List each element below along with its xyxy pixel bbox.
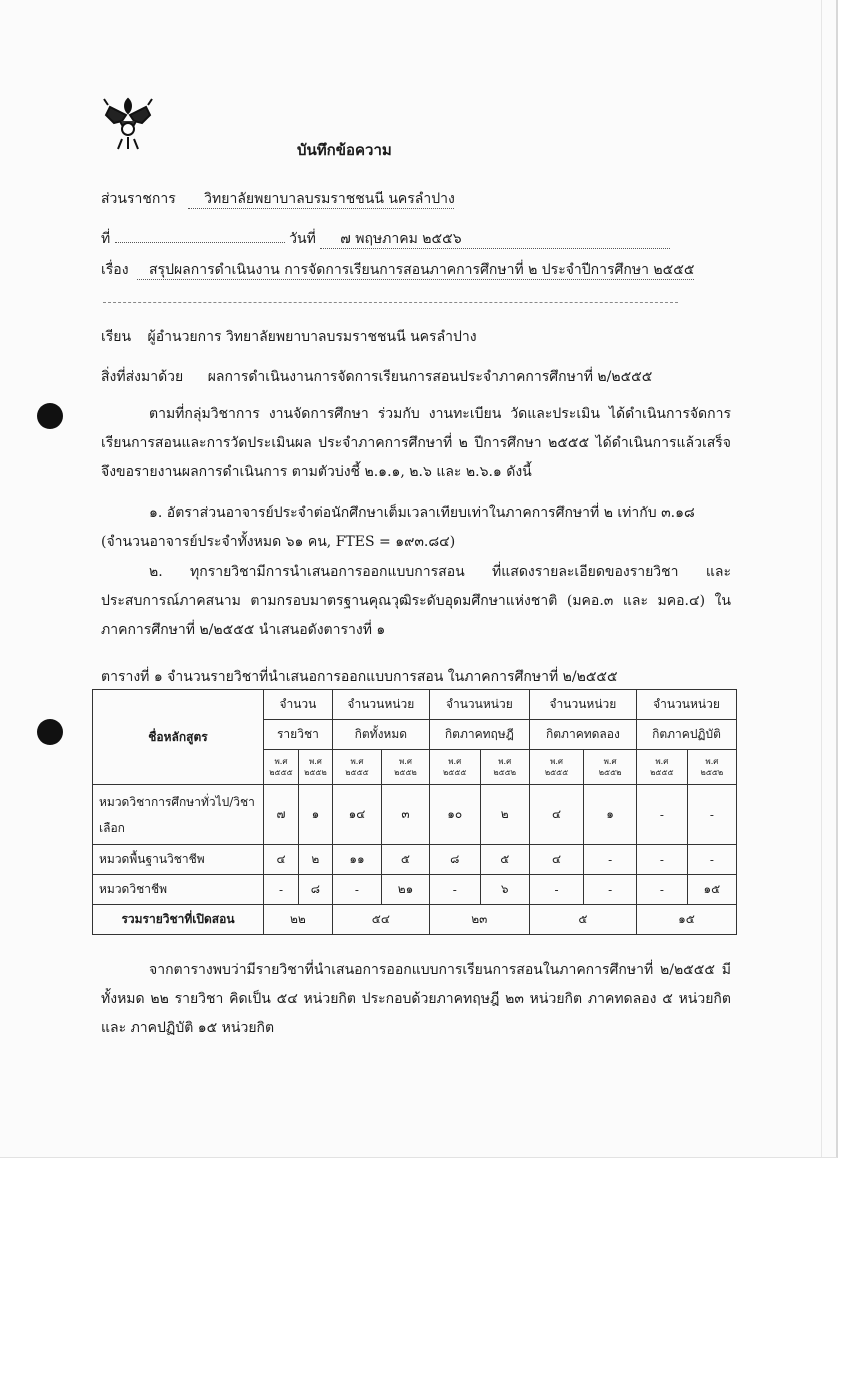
table-cell: ๔ [529, 785, 583, 845]
table-cell: ๓ [382, 785, 430, 845]
table-header-group: จำนวนหน่วย [636, 690, 736, 720]
reference-value [115, 226, 285, 243]
table-cell: ๔ [264, 845, 299, 875]
table-header-subgroup: กิตภาคทดลอง [529, 720, 636, 750]
table-cell: ๒๑ [382, 875, 430, 905]
department-label: ส่วนราชการ [101, 191, 176, 207]
year-header: พ.ศ ๒๕๕๒ [298, 750, 332, 785]
table-cell: - [636, 785, 687, 845]
total-label: รวมรายวิชาที่เปิดสอน [93, 905, 264, 935]
table-cell: - [529, 875, 583, 905]
date-label: วันที่ [289, 231, 316, 247]
table-cell: ๕ [382, 845, 430, 875]
table-cell: ๒ [480, 785, 529, 845]
year-header: พ.ศ ๒๕๕๕ [332, 750, 381, 785]
body-ratio-detail: (จำนวนอาจารย์ประจำทั้งหมด ๖๑ คน, FTES = ๑๙๓.๘๔) [101, 534, 456, 550]
punch-hole [37, 719, 63, 745]
table-cell: ๖ [480, 875, 529, 905]
table-cell: ๑๐ [429, 785, 480, 845]
table-cell: - [636, 875, 687, 905]
memo-title: บันทึกข้อความ [297, 141, 392, 159]
year-header: พ.ศ ๒๕๕๒ [584, 750, 637, 785]
table-header-group: จำนวนหน่วย [529, 690, 636, 720]
table-header-group: จำนวนหน่วย [429, 690, 529, 720]
table-cell: ๕ [480, 845, 529, 875]
year-header: พ.ศ ๒๕๕๕ [429, 750, 480, 785]
subject-label: เรื่อง [101, 262, 129, 278]
reference-label: ที่ [101, 231, 111, 247]
conclusion-paragraph: จากตารางพบว่ามีรายวิชาที่นำเสนอการออกแบบการเรียนการสอนในภาคการศึกษาที่ ๒/๒๕๕๕ มีทั้งหมด ๒๒ รายวิชา คิดเป็น ๕๔ หน่วยกิต ประกอบด้วยภาคทฤษฎี ๒๓ หน่วยกิต ภาคทดลอง ๕ หน่วยกิต และ ภาคปฏิบัติ ๑๕ หน่วยกิต [101, 962, 731, 1036]
garuda-emblem-icon [100, 93, 156, 153]
table-header-program: ชื่อหลักสูตร [93, 690, 264, 785]
reference-date-line [101, 226, 670, 249]
table-header-subgroup: กิตทั้งหมด [332, 720, 429, 750]
year-header: พ.ศ ๒๕๕๒ [687, 750, 736, 785]
to-value: ผู้อำนวยการ วิทยาลัยพยาบาลบรมราชชนนี นครลำปาง [147, 329, 477, 345]
table-row [93, 785, 737, 845]
department-value: วิทยาลัยพยาบาลบรมราชชนนี นครลำปาง [188, 190, 454, 209]
table-cell: ๑๔ [332, 785, 381, 845]
to-label: เรียน [101, 329, 132, 345]
year-header: พ.ศ ๒๕๕๕ [529, 750, 583, 785]
total-cell: ๒๓ [429, 905, 529, 935]
table-caption: ตารางที่ ๑ จำนวนรายวิชาที่นำเสนอการออกแบบการสอน ในภาคการศึกษาที่ ๒/๒๕๕๕ [101, 669, 618, 685]
table-header-subgroup: กิตภาคทฤษฎี [429, 720, 529, 750]
enclosure-value: ผลการดำเนินงานการจัดการเรียนการสอนประจำภาคการศึกษาที่ ๒/๒๕๕๕ [207, 369, 653, 385]
body-paragraph-3: ๒. ทุกรายวิชามีการนำเสนอการออกแบบการสอน ที่แสดงรายละเอียดของรายวิชา และประสบการณ์ภาคสนาม ตามกรอบมาตรฐานคุณวุฒิระดับอุดมศึกษาแห่งชาติ (มคอ.๓ และ มคอ.๔) ในภาคการศึกษาที่ ๒/๒๕๕๕ นำเสนอดังตารางที่ ๑ [101, 564, 731, 638]
table-cell: - [687, 845, 736, 875]
table-total-row [93, 905, 737, 935]
table-cell: ๑ [298, 785, 332, 845]
table-cell: - [636, 845, 687, 875]
table-cell: - [584, 875, 637, 905]
total-cell: ๒๒ [264, 905, 333, 935]
department-line [101, 190, 454, 209]
table-cell: ๘ [298, 875, 332, 905]
table-cell: - [332, 875, 381, 905]
table-cell: ๑๕ [687, 875, 736, 905]
year-header: พ.ศ ๒๕๕๒ [382, 750, 430, 785]
row-name: หมวดวิชาการศึกษาทั่วไป/วิชาเลือก [93, 785, 264, 845]
to-line [101, 328, 477, 346]
table-cell: - [264, 875, 299, 905]
total-cell: ๕ [529, 905, 636, 935]
table-cell: - [429, 875, 480, 905]
year-header: พ.ศ ๒๕๕๕ [264, 750, 299, 785]
body-paragraph-1: ตามที่กลุ่มวิชาการ งานจัดการศึกษา ร่วมกับ งานทะเบียน วัดและประเมิน ได้ดำเนินการจัดการเรียนการสอนและการวัดประเมินผล ประจำภาคการศึกษาที่ ๒ ปีการศึกษา ๒๕๕๕ ได้ดำเนินการแล้วเสร็จ จึงขอรายงานผลการดำเนินการ ตามตัวบ่งชี้ ๒.๑.๑, ๒.๖ และ ๒.๖.๑ ดังนี้ [101, 406, 731, 480]
enclosure-line [101, 368, 652, 386]
table-row [93, 875, 737, 905]
total-cell: ๕๔ [332, 905, 429, 935]
enclosure-label: สิ่งที่ส่งมาด้วย [101, 369, 184, 385]
table-cell: - [584, 845, 637, 875]
table-header-subgroup: รายวิชา [264, 720, 333, 750]
table-row [93, 845, 737, 875]
table-cell: ๑๑ [332, 845, 381, 875]
table-cell: - [687, 785, 736, 845]
body-ratio-line: ๑. อัตราส่วนอาจารย์ประจำต่อนักศึกษาเต็มเวลาเทียบเท่าในภาคการศึกษาที่ ๒ เท่ากับ ๓.๑๘ [149, 505, 695, 521]
total-cell: ๑๕ [636, 905, 736, 935]
subject-value: สรุปผลการดำเนินงาน การจัดการเรียนการสอนภาคการศึกษาที่ ๒ ประจำปีการศึกษา ๒๕๕๕ [137, 261, 694, 280]
table-cell: ๗ [264, 785, 299, 845]
date-value: ๗ พฤษภาคม ๒๕๕๖ [320, 230, 670, 249]
page-fold [821, 0, 822, 1157]
row-name: หมวดพื้นฐานวิชาชีพ [93, 845, 264, 875]
table-cell: ๑ [584, 785, 637, 845]
course-design-table [92, 689, 737, 935]
subject-line [101, 261, 694, 280]
punch-hole [37, 403, 63, 429]
table-cell: ๘ [429, 845, 480, 875]
table-header-subgroup: กิตภาคปฏิบัติ [636, 720, 736, 750]
table-header-group: จำนวน [264, 690, 333, 720]
year-header: พ.ศ ๒๕๕๒ [480, 750, 529, 785]
year-header: พ.ศ ๒๕๕๕ [636, 750, 687, 785]
header-divider [103, 302, 678, 303]
table-cell: ๔ [529, 845, 583, 875]
table-header-group: จำนวนหน่วย [332, 690, 429, 720]
row-name: หมวดวิชาชีพ [93, 875, 264, 905]
table-cell: ๒ [298, 845, 332, 875]
